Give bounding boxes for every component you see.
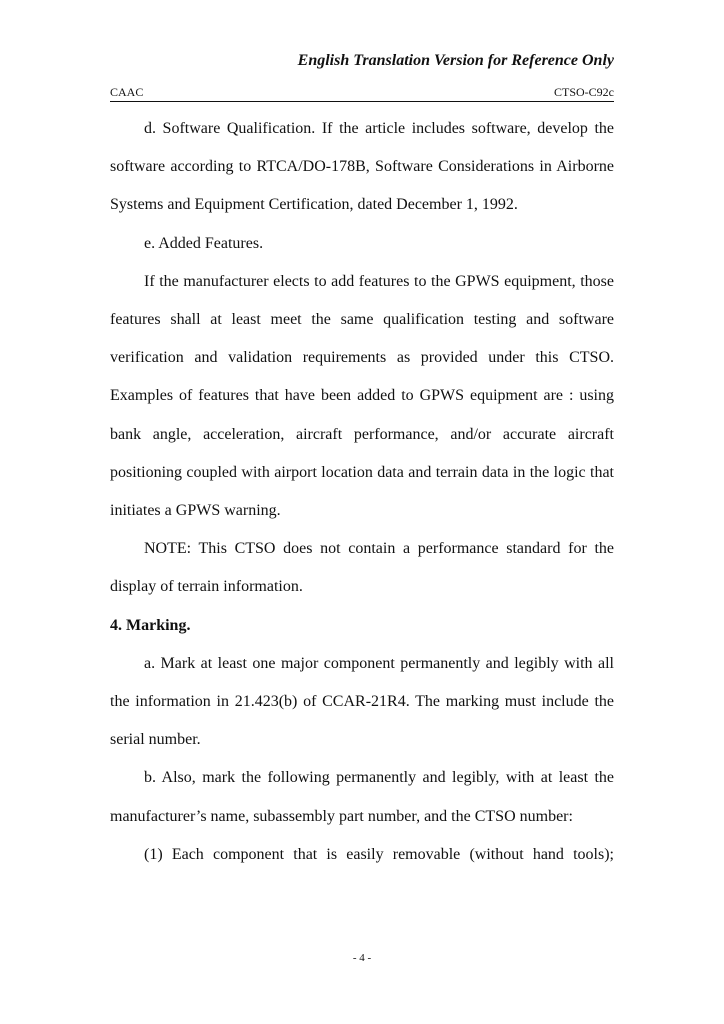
body-text xyxy=(110,110,614,874)
paragraph-marking-a: a. Mark at least one major component permanently and legibly with all the information in 21.423(b) of CCAR-21R4. The marking must include the serial number. xyxy=(110,654,614,749)
paragraph-added-features-title: e. Added Features. xyxy=(144,234,264,252)
paragraph-added-features: If the manufacturer elects to add features to the GPWS equipment, those features shall at least meet the same qualification testing and software verification and validation requirements as provided under this CTSO. Examples of features that have been added to GPWS equipment are : using bank angle, acceleration, aircraft performance, and/or accurate aircraft positioning coupled with airport location data and terrain data in the logic that initiates a GPWS warning. xyxy=(110,272,614,520)
header-document-id: CTSO-C92c xyxy=(554,85,614,99)
running-header xyxy=(110,85,614,102)
header-organization: CAAC xyxy=(110,85,144,99)
paragraph-marking-item-1: (1) Each component that is easily removable (without hand tools); xyxy=(144,845,614,863)
paragraph-software-qualification: d. Software Qualification. If the article includes software, develop the software according to RTCA/DO-178B, Software Considerations in Airborne Systems and Equipment Certification, dated December 1, 1992. xyxy=(110,120,614,214)
translation-banner: English Translation Version for Reference Only xyxy=(297,52,614,69)
paragraph-marking-b: b. Also, mark the following permanently and legibly, with at least the manufacturer’s name, subassembly part number, and the CTSO number: xyxy=(110,769,614,825)
section-heading-marking: 4. Marking. xyxy=(110,616,191,634)
paragraph-note: NOTE: This CTSO does not contain a performance standard for the display of terrain information. xyxy=(110,540,614,596)
page-number: - 4 - xyxy=(352,952,372,964)
